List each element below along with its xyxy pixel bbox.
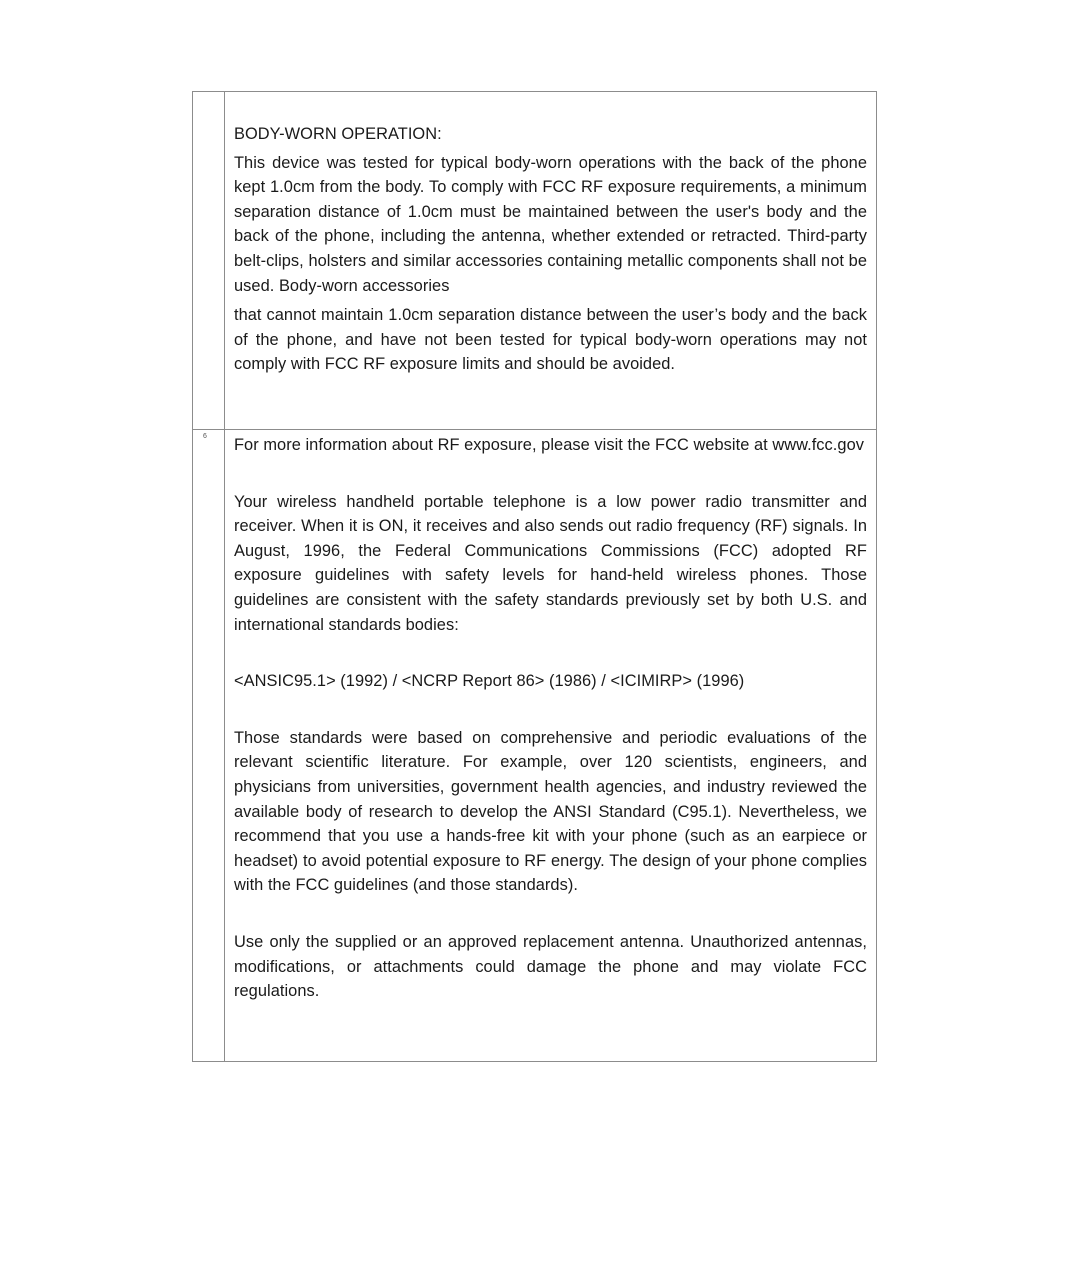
table-row — [193, 430, 877, 1062]
row-number-cell — [193, 430, 225, 1062]
fcc-website-paragraph: For more information about RF exposure, please visit the FCC website at www.fcc.gov — [234, 436, 864, 454]
transmitter-paragraph: Your wireless handheld portable telephone is a low power radio transmitter and receiver. When it is ON, it receives and also sends out radio frequency (RF) signals. In August, 1996, the Federal Communications Commissions (FCC) adopted RF exposure guidelines with safety levels for hand-held wireless phones. Those guidelines are consistent with the safety standards previously set by both U.S. and international standards bodies: — [234, 492, 867, 634]
document-table — [192, 91, 877, 1062]
row-number-cell — [193, 92, 225, 430]
rf-exposure-cell — [225, 430, 877, 1062]
body-worn-paragraph: This device was tested for typical body-worn operations with the back of the phone kept 1.0cm from the body. To comply with FCC RF exposure requirements, a minimum separation distance of 1.0cm must be maintained between the user's body and the back of the phone, including the antenna, whether extended or retracted. Third-party belt-clips, holsters and similar accessories containing metallic components shall not be used. Body-worn accessories — [234, 153, 867, 295]
body-worn-heading: BODY-WORN OPERATION: — [234, 125, 442, 143]
table-row — [193, 92, 877, 430]
standards-paragraph: Those standards were based on comprehensive and periodic evaluations of the relevant scientific literature. For example, over 120 scientists, engineers, and physicians from universities, government health agencies, and industry reviewed the available body of research to develop the ANSI Standard (C95.1). Nevertheless, we recommend that you use a hands-free kit with your phone (such as an earpiece or headset) to avoid potential exposure to RF energy. The design of your phone complies with the FCC guidelines (and those standards). — [234, 728, 867, 895]
body-worn-paragraph-continued: that cannot maintain 1.0cm separation distance between the user’s body and the back of the phone, and have not been tested for typical body-worn operations may not comply with FCC RF exposure limits and should be avoided. — [234, 306, 867, 374]
standards-line: <ANSIC95.1> (1992) / <NCRP Report 86> (1986) / <ICIMIRP> (1996) — [234, 672, 745, 691]
row-number — [193, 92, 224, 95]
body-worn-cell — [225, 92, 877, 430]
antenna-paragraph: Use only the supplied or an approved replacement antenna. Unauthorized antennas, modifications, or attachments could damage the phone and may violate FCC regulations. — [234, 932, 867, 1001]
row-number: 6 — [203, 433, 207, 440]
